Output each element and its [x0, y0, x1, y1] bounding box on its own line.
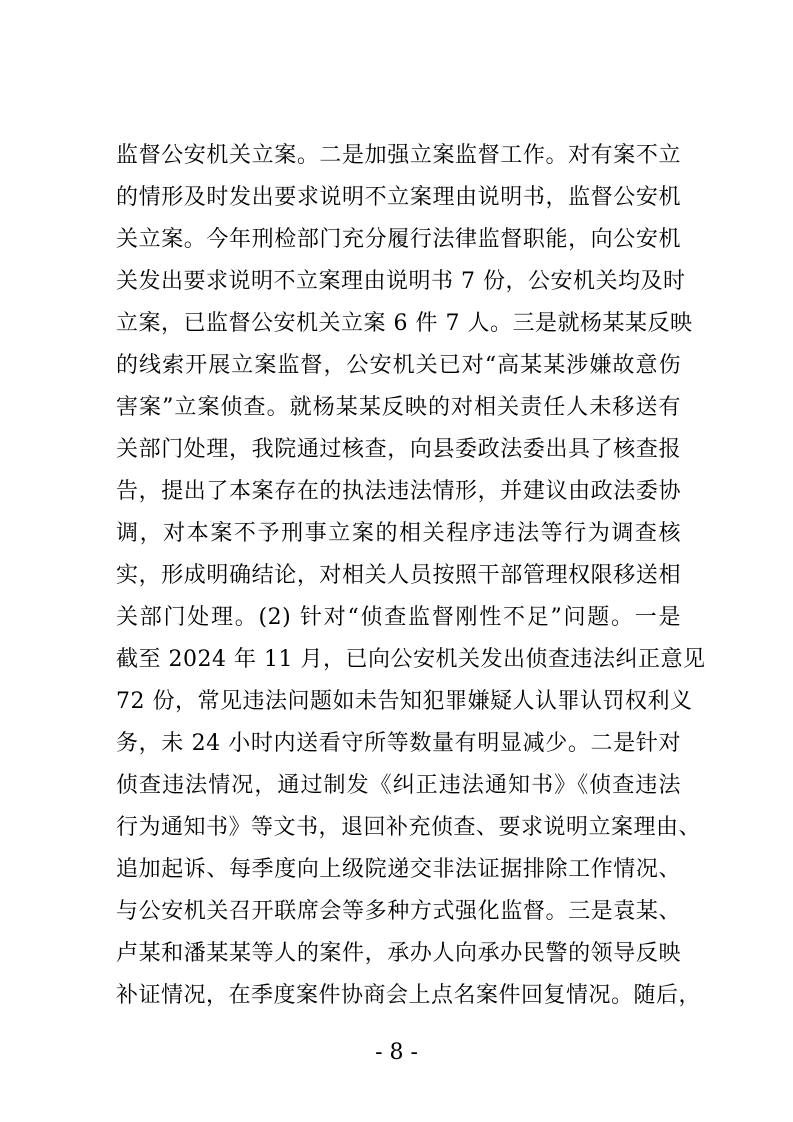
text-line: 卢某和潘某某等人的案件，承办人向承办民警的领导反映	[116, 941, 681, 966]
text-line: 行为通知书》等文书，退回补充侦查、要求说明立案理由、	[116, 815, 702, 840]
text-line: 补证情况，在季度案件协商会上点名案件回复情况。随后，	[116, 983, 702, 1008]
text-line: 与公安机关召开联席会等多种方式强化监督。三是袁某、	[116, 899, 681, 924]
text-line: 截至 2024 年 11 月，已向公安机关发出侦查违法纠正意见	[116, 647, 706, 672]
text-line: 监督公安机关立案。二是加强立案监督工作。对有案不立	[116, 143, 681, 168]
text-line: 害案”立案侦查。就杨某某反映的对相关责任人未移送有	[116, 395, 681, 420]
text-line: 务，未 24 小时内送看守所等数量有明显减少。二是针对	[116, 731, 681, 756]
text-line: 告，提出了本案存在的执法违法情形，并建议由政法委协	[116, 479, 681, 504]
text-line: 的情形及时发出要求说明不立案理由说明书，监督公安机	[116, 185, 681, 210]
text-line: 关部门处理。(2) 针对“侦查监督刚性不足”问题。一是	[116, 605, 681, 630]
text-line: 关发出要求说明不立案理由说明书 7 份，公安机关均及时	[116, 269, 686, 294]
text-line: 追加起诉、每季度向上级院递交非法证据排除工作情况、	[116, 857, 681, 882]
text-line: 调，对本案不予刑事立案的相关程序违法等行为调查核	[116, 521, 681, 546]
text-line: 关部门处理，我院通过核查，向县委政法委出具了核查报	[116, 437, 681, 462]
text-line: 立案，已监督公安机关立案 6 件 7 人。三是就杨某某反映	[116, 311, 693, 336]
text-line: 72 份，常见违法问题如未告知犯罪嫌疑人认罪认罚权利义	[116, 689, 693, 714]
text-line: 关立案。今年刑检部门充分履行法律监督职能，向公安机	[116, 227, 681, 252]
text-line: 侦查违法情况，通过制发《纠正违法通知书》《侦查违法	[116, 773, 681, 798]
page-number: - 8 -	[375, 1040, 418, 1065]
body-text	[116, 135, 706, 1017]
text-line: 实，形成明确结论，对相关人员按照干部管理权限移送相	[116, 563, 681, 588]
text-line: 的线索开展立案监督，公安机关已对“高某某涉嫌故意伤	[116, 353, 681, 378]
